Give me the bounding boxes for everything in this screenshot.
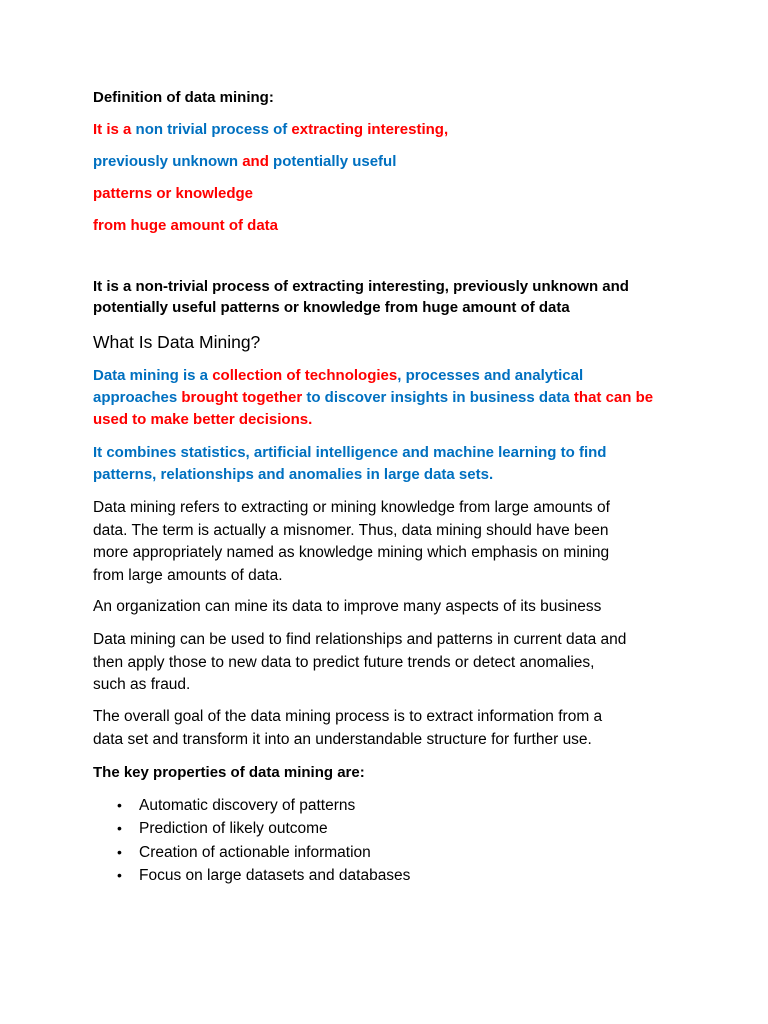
bullet-icon: •: [117, 797, 122, 813]
summary-line-2: potentially useful patterns or knowledge from huge amount of data: [93, 299, 570, 316]
list-item-label: Focus on large datasets and databases: [139, 866, 411, 884]
bullet-icon: •: [117, 843, 122, 860]
paragraph-1-line-2: data. The term is actually a misnomer. Thus, data mining should have been: [93, 521, 609, 539]
bullet-icon: •: [117, 866, 122, 883]
colored-para-1-line-1-part-2: collection of technologies: [212, 367, 398, 384]
list-item: [93, 794, 410, 817]
colored-para-1-line-2: [93, 389, 653, 406]
colored-para-2-line-1: It combines statistics, artificial intelligence and machine learning to find: [93, 444, 607, 461]
paragraph-3-line-2: then apply those to new data to predict future trends or detect anomalies,: [93, 653, 595, 671]
list-item-label: Prediction of likely outcome: [139, 820, 328, 838]
definition-line-3: patterns or knowledge: [93, 185, 254, 202]
definition-line-2: [93, 153, 396, 170]
colored-para-1-line-1: [93, 367, 583, 384]
definition-line-1: [93, 121, 448, 138]
paragraph-1-line-3: more appropriately named as knowledge mining which emphasis on mining: [93, 544, 610, 561]
colored-para-1-line-2-part-4: that can be: [573, 389, 654, 406]
list-item: [93, 841, 410, 864]
list-item: [93, 864, 410, 887]
paragraph-1-line-1: Data mining refers to extracting or mining knowledge from large amounts of: [93, 499, 610, 516]
definition-line-1-part-1: It is a: [93, 121, 136, 138]
section-heading: What Is Data Mining?: [93, 332, 261, 352]
colored-para-1-line-2-part-3: to discover insights in business data: [306, 389, 574, 406]
colored-para-1-line-1-part-3: , processes and analytical: [397, 367, 584, 384]
list-item-label: Creation of actionable information: [139, 843, 371, 861]
paragraph-1-line-4: from large amounts of data.: [93, 566, 283, 584]
definition-line-2-part-3: potentially useful: [273, 153, 397, 170]
definition-line-4: from huge amount of data: [93, 217, 278, 234]
properties-heading: The key properties of data mining are:: [93, 764, 365, 781]
colored-para-1-line-1-part-1: Data mining is a: [93, 367, 213, 384]
list-item-label: Automatic discovery of patterns: [139, 797, 356, 814]
definition-line-2-part-1: previously unknown: [93, 153, 243, 170]
bullet-icon: •: [117, 820, 122, 837]
paragraph-2-line-1: An organization can mine its data to improve many aspects of its business: [93, 598, 602, 615]
definition-line-2-part-2: and: [242, 153, 274, 170]
paragraph-3-line-1: Data mining can be used to find relationships and patterns in current data and: [93, 631, 627, 648]
colored-para-1-line-3: used to make better decisions.: [93, 411, 313, 428]
paragraph-1: [93, 497, 610, 587]
definition-line-1-part-2: non trivial process of: [135, 121, 292, 138]
definition-heading: Definition of data mining:: [93, 89, 274, 106]
colored-para-1-line-2-part-2: brought together: [181, 389, 307, 406]
paragraph-4-line-2: data set and transform it into an understandable structure for further use.: [93, 730, 592, 748]
paragraph-3: [93, 629, 626, 697]
colored-para-1-line-2-part-1: approaches: [93, 389, 182, 406]
paragraph-4-line-1: The overall goal of the data mining process is to extract information from a: [93, 708, 603, 725]
paragraph-4: [93, 706, 602, 751]
definition-line-1-part-3: extracting interesting,: [291, 121, 449, 138]
list-item: [93, 817, 410, 840]
paragraph-2: [93, 596, 601, 619]
paragraph-3-line-3: such as fraud.: [93, 676, 191, 693]
properties-list: [93, 794, 410, 887]
summary-line-1: It is a non-trivial process of extracting interesting, previously unknown and: [93, 278, 629, 295]
colored-para-2-line-2: patterns, relationships and anomalies in large data sets.: [93, 466, 494, 483]
